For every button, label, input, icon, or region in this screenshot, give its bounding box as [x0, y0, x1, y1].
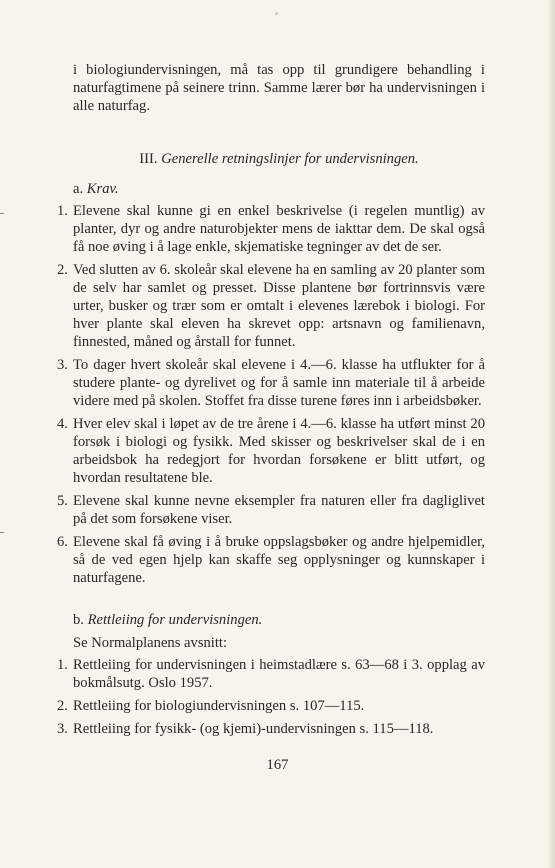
- item-number: 4.: [57, 416, 68, 432]
- list-item: [57, 720, 485, 738]
- subsection-b-letter: b.: [73, 612, 84, 628]
- item-text: Hver elev skal i løpet av de tre årene i 4.—6. klasse ha utført minst 20 forsøk i biologi og fysikk. Med skisser og beskrivelser skal de i en arbeidsbok ha redegjort for hvordan forsøkene er blitt utført, og hvordan resultatene ble.: [73, 416, 485, 486]
- subsection-a-letter: a.: [73, 181, 84, 197]
- item-number: 2.: [57, 698, 68, 714]
- section-heading: [73, 150, 485, 168]
- item-text: To dager hvert skoleår skal elevene i 4.—6. klasse ha utflukter for å studere plante- og dyrelivet og for å samle inn materiale til å arbeide videre med på skolen. Stoffet fra disse turene føres inn i arbeidsbøker.: [73, 357, 485, 409]
- item-number: 3.: [57, 357, 68, 373]
- item-number: 1.: [57, 203, 68, 219]
- item-number: 6.: [57, 534, 68, 550]
- item-text: Rettleiing for undervisningen i heimstadlære s. 63—68 i 3. opplag av bokmålsutg. Oslo 1957.: [73, 657, 485, 691]
- section-number: III.: [139, 151, 158, 167]
- item-number: 5.: [57, 493, 68, 509]
- list-item: [57, 697, 485, 715]
- subsection-b-heading: [73, 611, 262, 629]
- page-number: 167: [266, 757, 289, 773]
- margin-mark: [0, 213, 4, 214]
- print-speck: [275, 12, 278, 15]
- item-text: Rettleiing for biologiundervisningen s. 107—115.: [73, 698, 365, 714]
- item-text: Elevene skal få øving i å bruke oppslagsbøker og andre hjelpemidler, så de ved egen hjelp kan skaffe seg opplysninger og kunnskaper i naturfagene.: [73, 534, 485, 586]
- item-text: Elevene skal kunne gi en enkel beskrivelse (i regelen muntlig) av planter, dyr og andre naturobjekter mens de iakttar dem. De skal også få noe øving i å lage enkle, skjematiske tegninger av det de ser.: [73, 203, 485, 255]
- list-item: [57, 533, 485, 587]
- intro-paragraph: i biologiundervisningen, må tas opp til grundigere behandling i naturfagtimene på seinere trinn. Samme lærer bør ha undervisningen i alle naturfag.: [73, 62, 485, 114]
- item-number: 1.: [57, 657, 68, 673]
- requirements-list: [57, 202, 485, 592]
- subsection-a-title: Krav.: [86, 181, 119, 197]
- list-item: [57, 656, 485, 692]
- subsection-a-heading: [73, 180, 119, 198]
- list-item: [57, 261, 485, 351]
- list-item: [57, 356, 485, 410]
- subsection-b-title: Rettleiing for undervisningen.: [87, 612, 263, 628]
- item-text: Ved slutten av 6. skoleår skal elevene ha en samling av 20 planter som de selv har samlet og presset. Disse plantene bør fortrinnsvis være urter, busker og trær som er omtalt i elevenes lærebok i biologi. For hver plante skal eleven ha skrevet opp: artsnavn og familienavn, finnested, måned og årstall for funnet.: [73, 262, 485, 350]
- item-text: Elevene skal kunne nevne eksempler fra naturen eller fra dagliglivet på det som forsøkene viser.: [73, 493, 485, 527]
- intro-paragraph-block: [73, 61, 485, 115]
- list-item: [57, 492, 485, 528]
- item-number: 3.: [57, 721, 68, 737]
- references-list: [57, 656, 485, 743]
- item-number: 2.: [57, 262, 68, 278]
- section-title: Generelle retningslinjer for undervisningen.: [161, 151, 419, 167]
- see-line: Se Normalplanens avsnitt:: [73, 635, 228, 651]
- list-item: [57, 202, 485, 256]
- item-text: Rettleiing for fysikk- (og kjemi)-undervisningen s. 115—118.: [73, 721, 434, 737]
- list-item: [57, 415, 485, 487]
- margin-mark: [0, 532, 4, 533]
